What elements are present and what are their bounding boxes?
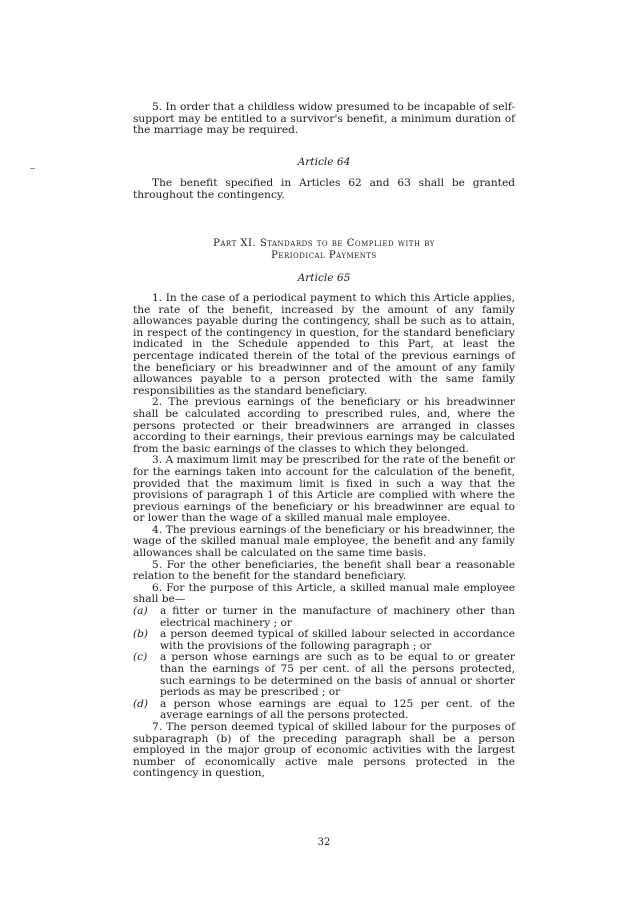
paragraph-7: 7. The person deemed typical of skilled labour for the purposes of subparagraph (b) of the preceding paragraph shall be a person employed in the major group of economic activities with the largest number of economically active male persons protected in the contingency in question, — [133, 720, 515, 780]
page-number: 32 — [317, 837, 331, 848]
list-item — [133, 652, 515, 698]
item-text: a person whose earnings are equal to 125 per cent. of the average earnings of all the persons protected. — [160, 697, 515, 722]
item-label: (d) — [133, 697, 149, 710]
paragraph-1: 1. In the case of a periodical payment to which this Article applies, the rate of the benefit, increased by the amount of any family allowances payable during the contingency, shall be such as to attain, in respect of the contingency in question, for the standard beneficiary indicated in the Schedule appended to this Part, at least the percentage indicated therein of the total of the previous earnings of the beneficiary or his breadwinner and of the amount of any family allowances payable to a person protected with the same family responsibilities as the standard beneficiary. — [133, 292, 515, 397]
part-title-line-2: Periodical Payments — [271, 250, 377, 261]
part-title-line-1: Part XI. Standards to be Complied with by — [213, 238, 435, 249]
article-64-body — [133, 178, 515, 201]
item-text: a person whose earnings are such as to be equal to or greater than the earnings of 75 per cent. of all the persons protected, such earnings to be determined on the basis of annual or shorter periods as may be prescribed ; or — [160, 651, 515, 699]
item-text: a fitter or turner in the manufacture of machinery other than electrical machinery ; or — [160, 605, 515, 629]
paragraph-text: The benefit specified in Articles 62 and 63 shall be granted throughout the contingency. — [133, 177, 515, 201]
item-label: (b) — [133, 628, 149, 641]
article-65-body — [133, 293, 515, 780]
paragraph-6: 6. For the purpose of this Article, a skilled manual male employee shall be— — [133, 581, 515, 606]
list-item — [133, 699, 515, 722]
list-item — [133, 606, 515, 629]
article-65-heading: Article 65 — [297, 272, 351, 284]
paragraph-text: 5. In order that a childless widow presumed to be incapable of self-support may be entitled to a survivor's benefit, a minimum duration of the marriage may be required. — [133, 101, 515, 137]
item-label: (c) — [133, 651, 148, 664]
paragraph-4: 4. The previous earnings of the beneficiary or his breadwinner, the wage of the skilled manual male employee, the benefit and any family allowances shall be calculated on the same time basis. — [133, 523, 515, 560]
item-text: a person deemed typical of skilled labour selected in accordance with the provisions of the following paragraph ; or — [160, 628, 515, 652]
margin-mark — [30, 168, 35, 169]
paragraph-3: 3. A maximum limit may be prescribed for the rate of the benefit or for the earnings taken into account for the calculation of the benefit, provided that the maximum limit is fixed in such a way that the provisions of paragraph 1 of this Article are complied with where the previous earnings of the beneficiary or his breadwinner are equal to or lower than the wage of a skilled manual male employee. — [133, 454, 515, 525]
part-xi-title — [133, 238, 515, 262]
article-63-para-5 — [133, 102, 515, 137]
paragraph-2: 2. The previous earnings of the beneficiary or his breadwinner shall be calculated according to prescribed rules, and, where the persons protected or their breadwinners are arranged in classes according to their earnings, their previous earnings may be calculated from the basic earnings of the classes to which they belonged. — [133, 396, 515, 455]
item-label: (a) — [133, 605, 148, 618]
paragraph-5: 5. For the other beneficiaries, the benefit shall bear a reasonable relation to the benefit for the standard beneficiary. — [133, 558, 515, 583]
article-64-heading: Article 64 — [297, 156, 351, 168]
list-item — [133, 629, 515, 652]
